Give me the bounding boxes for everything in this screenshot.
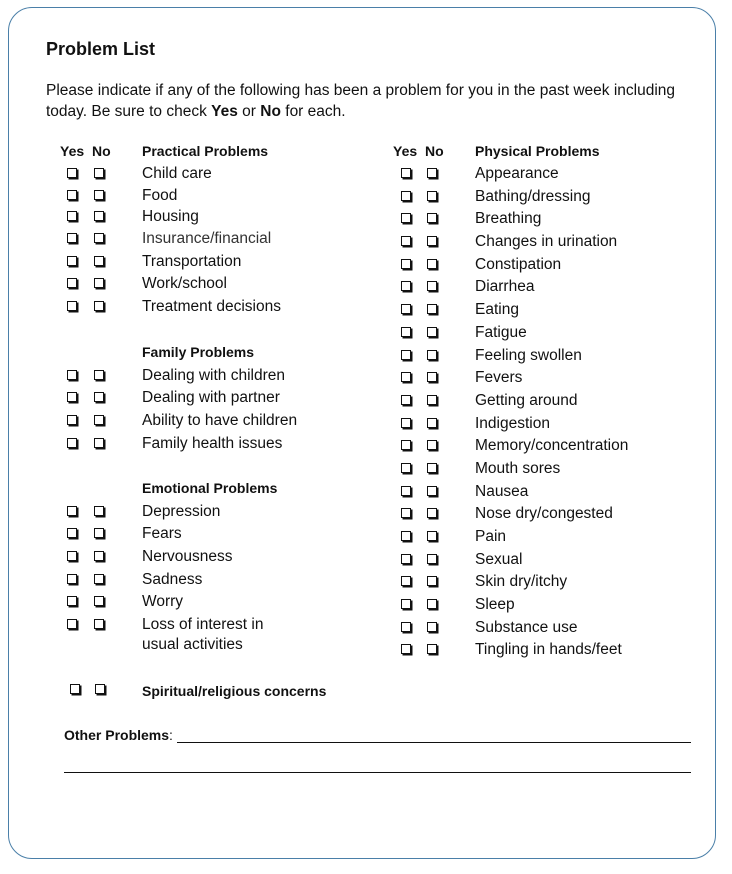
item-label: Ability to have children <box>142 412 298 429</box>
item-label: Fatigue <box>475 324 527 341</box>
item-label: Food <box>142 187 178 204</box>
no-column-header-right: No <box>425 143 444 159</box>
no-checkbox[interactable] <box>94 528 104 538</box>
family-problems-heading: Family Problems <box>142 344 255 360</box>
yes-checkbox[interactable] <box>401 508 411 518</box>
no-checkbox[interactable] <box>94 596 104 606</box>
item-label: Appearance <box>475 165 559 182</box>
item-label: Work/school <box>142 275 227 292</box>
instructions <box>46 81 706 122</box>
yes-checkbox[interactable] <box>70 684 80 694</box>
yes-checkbox[interactable] <box>67 168 77 178</box>
yes-checkbox[interactable] <box>401 486 411 496</box>
yes-checkbox[interactable] <box>401 259 411 269</box>
item-label: Pain <box>475 528 507 545</box>
item-label: Bathing/dressing <box>475 188 591 205</box>
item-label: Sleep <box>475 596 515 613</box>
no-checkbox[interactable] <box>427 304 437 314</box>
no-checkbox[interactable] <box>427 486 437 496</box>
no-checkbox[interactable] <box>94 574 104 584</box>
yes-checkbox[interactable] <box>67 392 77 402</box>
yes-checkbox[interactable] <box>401 213 411 223</box>
intro-text-1: Please indicate if any of the following has been a problem for you in the past week including today. Be sure to check <box>46 82 675 120</box>
yes-column-header-left: Yes <box>60 143 85 159</box>
intro-or: or <box>237 102 261 120</box>
item-label: Indigestion <box>475 415 550 432</box>
other-problems-colon: : <box>169 727 173 743</box>
item-label: Housing <box>142 208 199 225</box>
yes-checkbox[interactable] <box>401 327 411 337</box>
yes-checkbox[interactable] <box>67 278 77 288</box>
no-checkbox[interactable] <box>427 236 437 246</box>
item-label: Constipation <box>475 256 562 273</box>
item-label: Eating <box>475 301 519 318</box>
yes-checkbox[interactable] <box>67 506 77 516</box>
yes-checkbox[interactable] <box>401 644 411 654</box>
practical-problems-heading: Practical Problems <box>142 143 269 159</box>
yes-checkbox[interactable] <box>67 190 77 200</box>
no-checkbox[interactable] <box>427 418 437 428</box>
no-checkbox[interactable] <box>94 619 104 629</box>
other-problems-line-1[interactable] <box>177 742 691 743</box>
page-title: Problem List <box>46 39 156 59</box>
no-checkbox[interactable] <box>427 350 437 360</box>
yes-checkbox[interactable] <box>67 551 77 561</box>
yes-checkbox[interactable] <box>67 596 77 606</box>
item-label: Substance use <box>475 619 578 636</box>
item-label: Changes in urination <box>475 233 618 250</box>
no-checkbox[interactable] <box>427 191 437 201</box>
item-label: Tingling in hands/feet <box>475 641 622 658</box>
no-checkbox[interactable] <box>427 463 437 473</box>
item-label-continued: usual activities <box>142 636 243 653</box>
item-label: Sexual <box>475 551 523 568</box>
yes-checkbox[interactable] <box>401 599 411 609</box>
no-checkbox[interactable] <box>94 211 104 221</box>
no-checkbox[interactable] <box>94 256 104 266</box>
other-problems-text: Other Problems <box>64 727 170 743</box>
yes-checkbox[interactable] <box>401 281 411 291</box>
item-label: Sadness <box>142 571 203 588</box>
no-checkbox[interactable] <box>95 684 105 694</box>
physical-problems-heading: Physical Problems <box>475 143 600 159</box>
no-checkbox[interactable] <box>427 168 437 178</box>
yes-checkbox[interactable] <box>67 415 77 425</box>
no-column-header-left: No <box>92 143 111 159</box>
yes-checkbox[interactable] <box>67 233 77 243</box>
item-label: Nausea <box>475 483 529 500</box>
yes-checkbox[interactable] <box>401 440 411 450</box>
item-label: Dealing with children <box>142 367 286 384</box>
yes-checkbox[interactable] <box>401 418 411 428</box>
no-checkbox[interactable] <box>427 508 437 518</box>
no-checkbox[interactable] <box>427 281 437 291</box>
yes-checkbox[interactable] <box>401 304 411 314</box>
other-problems-label <box>64 727 173 743</box>
no-checkbox[interactable] <box>94 438 104 448</box>
item-label: Feeling swollen <box>475 347 582 364</box>
item-label: Nose dry/congested <box>475 505 613 522</box>
item-label: Depression <box>142 503 221 520</box>
item-label: Worry <box>142 593 184 610</box>
item-label: Family health issues <box>142 435 283 452</box>
intro-yes: Yes <box>211 102 238 120</box>
yes-checkbox[interactable] <box>401 395 411 405</box>
yes-checkbox[interactable] <box>401 236 411 246</box>
no-checkbox[interactable] <box>427 576 437 586</box>
no-checkbox[interactable] <box>427 531 437 541</box>
no-checkbox[interactable] <box>427 213 437 223</box>
item-label: Loss of interest in <box>142 616 264 633</box>
yes-checkbox[interactable] <box>67 574 77 584</box>
item-label: Child care <box>142 165 212 182</box>
item-label: Mouth sores <box>475 460 561 477</box>
item-label: Skin dry/itchy <box>475 573 568 590</box>
no-checkbox[interactable] <box>94 415 104 425</box>
item-label: Treatment decisions <box>142 298 281 315</box>
no-checkbox[interactable] <box>427 554 437 564</box>
item-label: Fevers <box>475 369 523 386</box>
no-checkbox[interactable] <box>427 599 437 609</box>
item-label: Breathing <box>475 210 542 227</box>
yes-checkbox[interactable] <box>67 211 77 221</box>
yes-checkbox[interactable] <box>401 372 411 382</box>
yes-checkbox[interactable] <box>401 191 411 201</box>
yes-checkbox[interactable] <box>401 554 411 564</box>
no-checkbox[interactable] <box>94 278 104 288</box>
intro-text-2: for each. <box>280 102 346 120</box>
yes-checkbox[interactable] <box>67 256 77 266</box>
no-checkbox[interactable] <box>94 168 104 178</box>
item-label: Fears <box>142 525 182 542</box>
yes-column-header-right: Yes <box>393 143 418 159</box>
no-checkbox[interactable] <box>427 327 437 337</box>
yes-checkbox[interactable] <box>401 350 411 360</box>
no-checkbox[interactable] <box>94 551 104 561</box>
yes-checkbox[interactable] <box>67 438 77 448</box>
no-checkbox[interactable] <box>427 644 437 654</box>
yes-checkbox[interactable] <box>401 576 411 586</box>
yes-checkbox[interactable] <box>401 622 411 632</box>
emotional-problems-heading: Emotional Problems <box>142 480 278 496</box>
yes-checkbox[interactable] <box>67 370 77 380</box>
no-checkbox[interactable] <box>427 622 437 632</box>
no-checkbox[interactable] <box>427 259 437 269</box>
item-label: Dealing with partner <box>142 389 280 406</box>
yes-checkbox[interactable] <box>401 531 411 541</box>
item-label: Getting around <box>475 392 578 409</box>
yes-checkbox[interactable] <box>401 168 411 178</box>
no-checkbox[interactable] <box>427 395 437 405</box>
no-checkbox[interactable] <box>94 506 104 516</box>
item-label: Diarrhea <box>475 278 535 295</box>
yes-checkbox[interactable] <box>67 619 77 629</box>
item-label: Memory/concentration <box>475 437 629 454</box>
no-checkbox[interactable] <box>94 190 104 200</box>
no-checkbox[interactable] <box>94 301 104 311</box>
item-label: Nervousness <box>142 548 233 565</box>
item-label: Insurance/financial <box>142 230 272 247</box>
yes-checkbox[interactable] <box>67 528 77 538</box>
item-label: Transportation <box>142 253 242 270</box>
intro-no: No <box>260 102 281 120</box>
no-checkbox[interactable] <box>94 233 104 243</box>
no-checkbox[interactable] <box>427 440 437 450</box>
no-checkbox[interactable] <box>427 372 437 382</box>
spiritual-concerns-label: Spiritual/religious concerns <box>142 683 327 699</box>
yes-checkbox[interactable] <box>67 301 77 311</box>
no-checkbox[interactable] <box>94 370 104 380</box>
no-checkbox[interactable] <box>94 392 104 402</box>
yes-checkbox[interactable] <box>401 463 411 473</box>
other-problems-line-2[interactable] <box>64 772 691 773</box>
